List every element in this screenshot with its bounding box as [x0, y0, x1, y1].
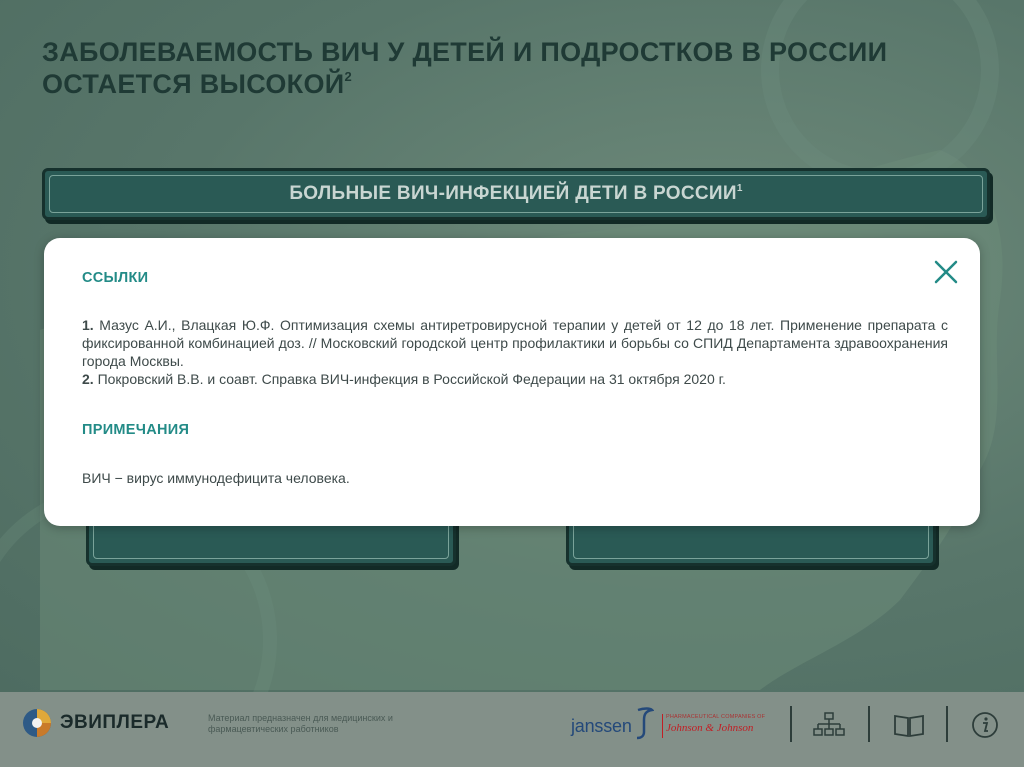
jj-caption: PHARMACEUTICAL COMPANIES OF [666, 714, 766, 720]
info-icon[interactable] [968, 710, 1002, 740]
jj-divider [662, 714, 663, 738]
reference-text: Мазус А.И., Влацкая Ю.Ф. Оптимизация схемы антиретровирусной терапии у детей от 12 до 18 лет. Применение препарата с фиксированной комбинацией доз. // Московский городской центр профилактики и борьбы со СПИД Департамента здравоохранения города Москвы. [82, 317, 948, 369]
jj-logo [666, 714, 776, 738]
reference-item [82, 370, 948, 388]
reference-number: 1. [82, 317, 94, 333]
brand-name: ЭВИПЛЕРА [60, 712, 170, 733]
janssen-logo: janssen [571, 716, 632, 736]
jj-name: Johnson & Johnson [666, 722, 754, 734]
banner-footnote[interactable]: 1 [736, 183, 743, 194]
references-list [82, 316, 948, 388]
card-border [93, 521, 449, 559]
book-icon[interactable] [892, 710, 926, 740]
note-text: ВИЧ − вирус иммунодефицита человека. [82, 470, 350, 486]
page-title: ЗАБОЛЕВАЕМОСТЬ ВИЧ У ДЕТЕЙ И ПОДРОСТКОВ В РОССИИ ОСТАЕТСЯ ВЫСОКОЙ$^2$ [42, 37, 888, 99]
footer-separator [946, 706, 948, 742]
notes-heading: ПРИМЕЧАНИЯ [82, 422, 190, 438]
disclaimer: Материал предназначен для медицинских и фармацевтических работников [208, 713, 393, 734]
footer-bar [0, 692, 1024, 767]
footer-separator [868, 706, 870, 742]
sitemap-icon[interactable] [812, 710, 846, 740]
close-icon[interactable] [932, 258, 960, 286]
banner-label: БОЛЬНЫЕ ВИЧ-ИНФЕКЦИЕЙ ДЕТИ В РОССИИ$^1$ [289, 183, 743, 204]
references-modal [44, 238, 980, 526]
title-footnote[interactable]: 2 [344, 69, 353, 84]
section-banner [42, 168, 990, 220]
reference-text: Покровский В.В. и соавт. Справка ВИЧ-инфекция в Российской Федерации на 31 октября 2020 г. [97, 371, 726, 387]
janssen-mark-icon [634, 706, 654, 740]
footer-separator [790, 706, 792, 742]
reference-item [82, 316, 948, 370]
references-heading: ССЫЛКИ [82, 270, 149, 286]
eviplera-logo-icon [22, 708, 52, 738]
reference-number: 2. [82, 371, 94, 387]
card-border [573, 521, 929, 559]
